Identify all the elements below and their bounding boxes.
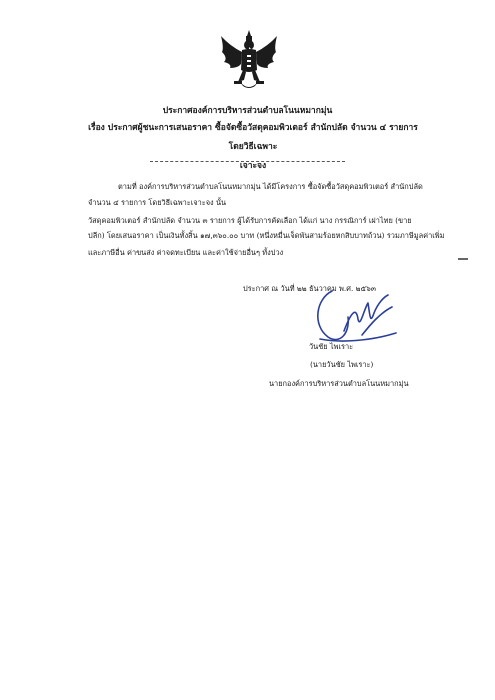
subject-line-2: เจาะจง xyxy=(239,161,267,171)
announcement-date: ประกาศ ณ วันที่ ๒๒ ธันวาคม พ.ศ. ๒๕๖๓ xyxy=(243,284,376,293)
body-paragraph-line-5: และภาษีอื่น ค่าขนส่ง ค่าจดทะเบียน และค่าใช้จ่ายอื่นๆ ทั้งปวง xyxy=(88,248,284,257)
margin-mark xyxy=(458,258,468,260)
announcement-org-title: ประกาศองค์การบริหารส่วนตำบลโนนหมากมุ่น xyxy=(162,106,333,116)
signer-name-full: (นายวันชัย ไพเราะ) xyxy=(310,360,374,369)
subject-line-1: เรื่อง ประกาศผู้ชนะการเสนอราคา ซื้อจัดซื้อวัสดุคอมพิวเตอร์ สำนักปลัด จำนวน ๔ รายการ โดยวิธีเฉพาะ xyxy=(88,123,418,152)
header-divider xyxy=(150,161,345,162)
body-paragraph-line-3: วัสดุคอมพิวเตอร์ สำนักปลัด จำนวน ๓ รายการ ผู้ได้รับการคัดเลือก ได้แก่ นาง กรรณิการ์ เผ่าไทย (ขาย xyxy=(88,216,412,225)
handwritten-signature-icon xyxy=(310,285,400,347)
body-paragraph-line-1: ตามที่ องค์การบริหารส่วนตำบลโนนหมากมุ่น ได้มีโครงการ ซื้อจัดซื้อวัสดุคอมพิวเตอร์ สำนักปลัด xyxy=(118,182,423,191)
body-paragraph-line-4: ปลีก) โดยเสนอราคา เป็นเงินทั้งสิ้น ๑๗,๓๖๐.๐๐ บาท (หนึ่งหมื่นเจ็ดพันสามร้อยหกสิบบาทถ้วน) รวมภาษีมูลค่าเพิ่ม xyxy=(88,231,445,240)
signer-position: นายกองค์การบริหารส่วนตำบลโนนหมากมุ่น xyxy=(269,379,409,388)
announcement-subject xyxy=(88,119,418,176)
body-paragraph-line-2: จำนวน ๔ รายการ โดยวิธีเฉพาะเจาะจง นั้น xyxy=(88,198,227,207)
signer-name-short: วันชัย ไพเราะ xyxy=(309,342,354,351)
garuda-emblem-icon xyxy=(218,28,280,94)
